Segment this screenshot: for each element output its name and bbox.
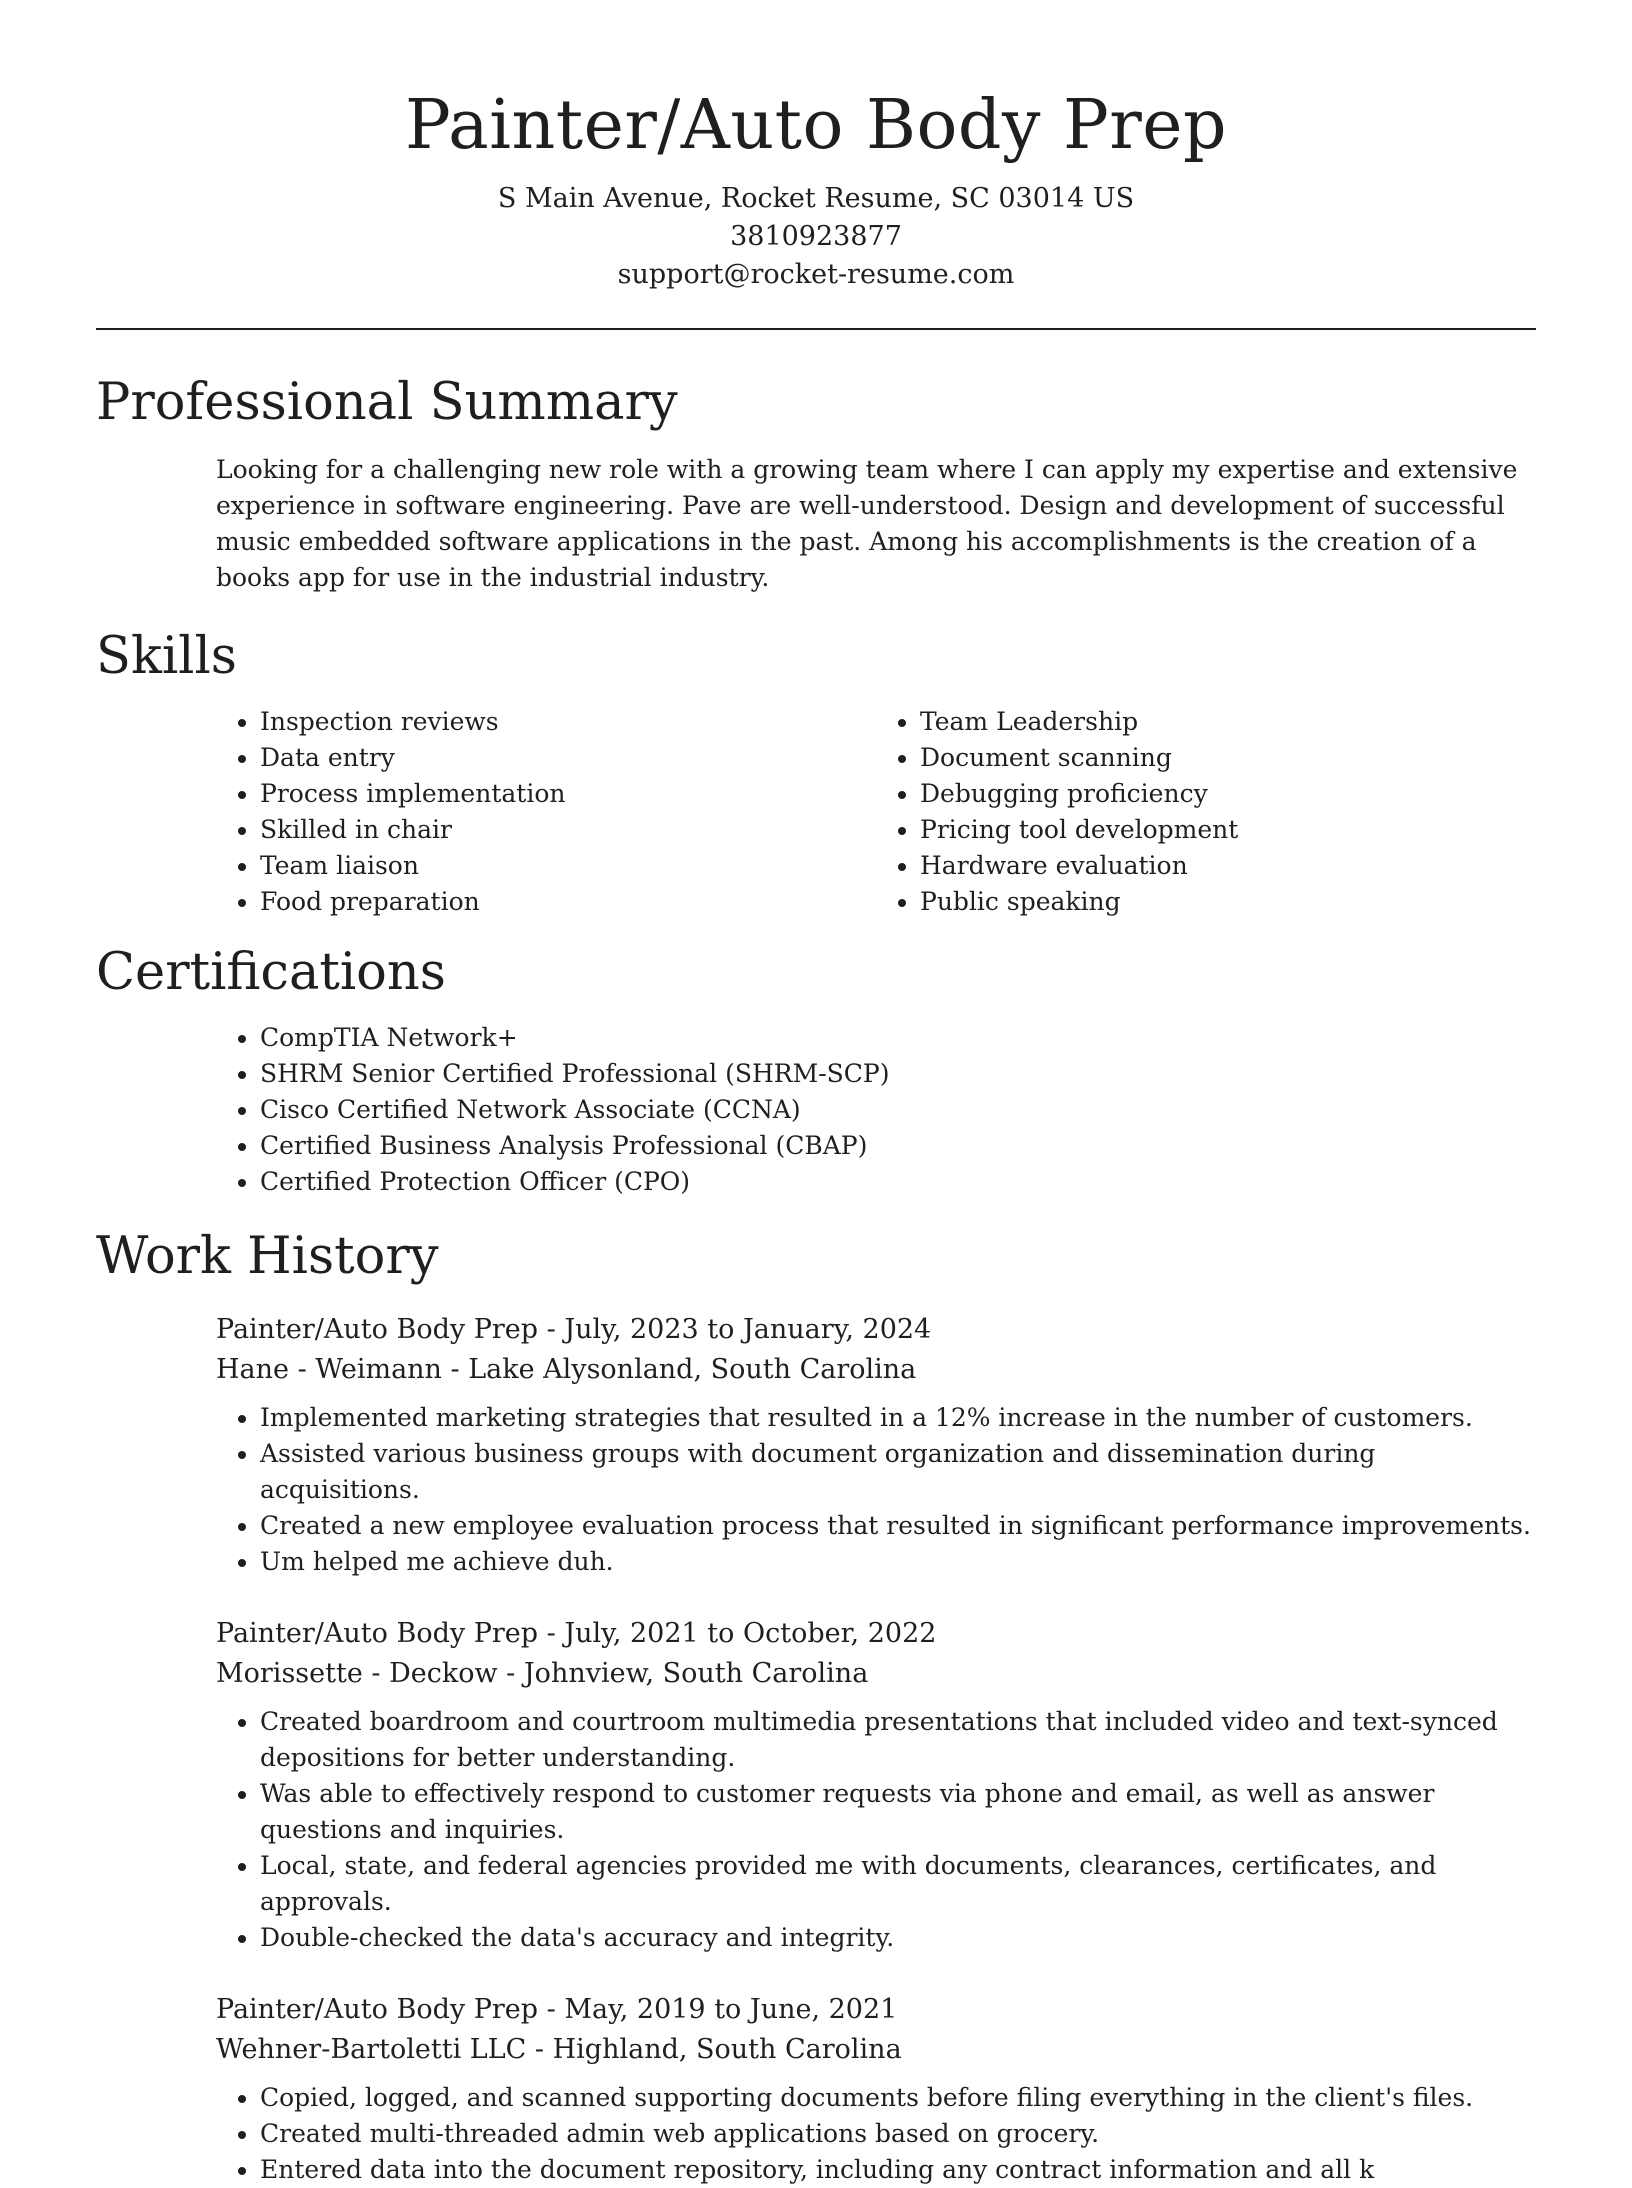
job-employer-location: Morissette - Deckow - Johnview, South Carolina [216,1658,869,1689]
contact-address: S Main Avenue, Rocket Resume, SC 03014 US [497,183,1135,214]
job-duty: • Copied, logged, and scanned supporting documents before filing everything in the client's files. [260,2080,1536,2116]
skill-item: • Data entry [260,740,876,776]
resume-header [96,0,1536,294]
job-duty: • Double-checked the data's accuracy and integrity. [260,1920,1536,1956]
skill-item: • Inspection reviews [260,704,876,740]
job-employer-location: Wehner-Bartoletti LLC - Highland, South Carolina [216,2034,902,2065]
job-title-dates: Painter/Auto Body Prep - May, 2019 to June, 2021 [216,1994,898,2025]
job-duty: • Created boardroom and courtroom multimedia presentations that included video and text-synced depositions for better understanding. [260,1704,1536,1776]
skill-item: • Pricing tool development [920,812,1536,848]
job-title-dates: Painter/Auto Body Prep - July, 2021 to October, 2022 [216,1618,937,1649]
job-duty: • Created multi-threaded admin web applications based on grocery. [260,2116,1536,2152]
summary-text: Looking for a challenging new role with a growing team where I can apply my expertise and extensive experience in software engineering. Pave are well-understood. Design and development of successful music embedded software applications in the past. Among his accomplishments is the creation of a books app for use in the industrial industry. [216,455,1518,592]
job-entry-1 [216,1310,1536,1580]
skill-item: • Team liaison [260,848,876,884]
job-duties-list [216,1400,1536,1580]
skill-item: • Skilled in chair [260,812,876,848]
skill-item: • Process implementation [260,776,876,812]
job-duty: • Entered data into the document repository, including any contract information and all k [260,2152,1536,2188]
candidate-name: Painter/Auto Body Prep [404,86,1228,165]
certifications-heading: Certifications [96,943,446,1002]
job-title-dates: Painter/Auto Body Prep - July, 2023 to January, 2024 [216,1314,932,1345]
job-duty: • Created a new employee evaluation process that resulted in significant performance improvements. [260,1508,1536,1544]
skills-column-left [216,704,876,920]
certification-item: • SHRM Senior Certified Professional (SHRM-SCP) [260,1056,1536,1092]
skill-item: • Hardware evaluation [920,848,1536,884]
contact-phone: 3810923877 [730,221,902,252]
work-history-heading: Work History [96,1227,439,1286]
contact-info [96,180,1536,294]
job-duty: • Um helped me achieve duh. [260,1544,1536,1580]
skill-item: • Team Leadership [920,704,1536,740]
job-duty: • Local, state, and federal agencies provided me with documents, clearances, certificates, and approvals. [260,1848,1536,1920]
skill-item: • Document scanning [920,740,1536,776]
job-entry-2 [216,1614,1536,1956]
skill-item: • Public speaking [920,884,1536,920]
job-entry-3 [216,1990,1536,2188]
skills-heading: Skills [96,627,237,686]
job-duty: • Implemented marketing strategies that resulted in a 12% increase in the number of customers. [260,1400,1536,1436]
certification-item: • CompTIA Network+ [260,1020,1536,1056]
skill-item: • Food preparation [260,884,876,920]
certification-item: • Cisco Certified Network Associate (CCNA) [260,1092,1536,1128]
summary-heading: Professional Summary [96,373,678,432]
contact-email: support@rocket-resume.com [617,259,1015,290]
job-duty: • Assisted various business groups with document organization and dissemination during acquisitions. [260,1436,1536,1508]
job-employer-location: Hane - Weimann - Lake Alysonland, South Carolina [216,1354,917,1385]
resume-page [96,0,1536,2188]
skill-item: • Debugging proficiency [920,776,1536,812]
job-duties-list [216,1704,1536,1956]
certifications-list [216,1020,1536,1200]
job-duty: • Was able to effectively respond to customer requests via phone and email, as well as answer questions and inquiries. [260,1776,1536,1848]
header-divider [96,328,1536,330]
job-duties-list [216,2080,1536,2188]
certification-item: • Certified Business Analysis Professional (CBAP) [260,1128,1536,1164]
certification-item: • Certified Protection Officer (CPO) [260,1164,1536,1200]
skills-column-right [876,704,1536,920]
skills-list [216,704,1536,920]
